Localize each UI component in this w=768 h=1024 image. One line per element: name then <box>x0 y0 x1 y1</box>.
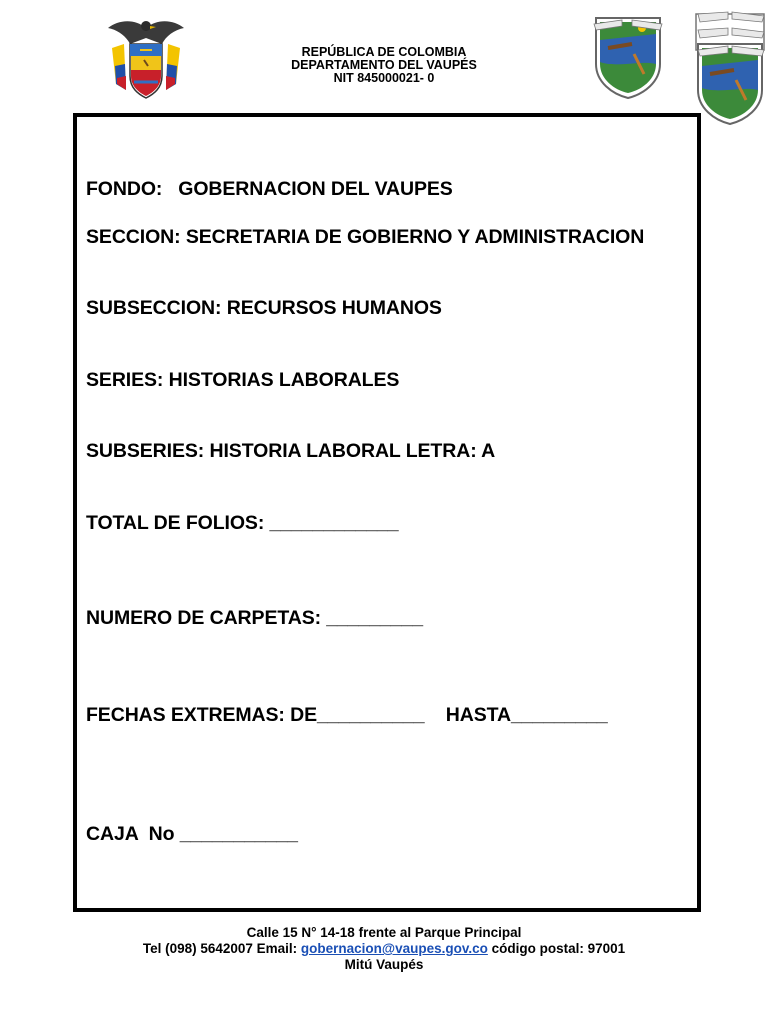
vaupes-shield-icon <box>592 14 664 100</box>
vaupes-shield-stacked-icon <box>692 10 768 126</box>
footer-postal-code: código postal: 97001 <box>487 941 626 956</box>
coat-of-arms-icon <box>104 14 188 102</box>
total-folios-field: TOTAL DE FOLIOS: ____________ <box>86 512 399 534</box>
fondo-field: FONDO: GOBERNACION DEL VAUPES <box>86 178 453 200</box>
seccion-field: SECCION: SECRETARIA DE GOBIERNO Y ADMINISTRACION <box>86 226 645 248</box>
footer-contact-line <box>84 941 684 957</box>
fechas-extremas-field: FECHAS EXTREMAS: DE__________ HASTA_________ <box>86 704 608 726</box>
institution-header <box>234 46 534 85</box>
footer-contact <box>84 925 684 973</box>
numero-carpetas-field: NUMERO DE CARPETAS: _________ <box>86 607 424 629</box>
footer-phone: Tel (098) 5642007 Email: <box>142 941 301 956</box>
subseries-field: SUBSERIES: HISTORIA LABORAL LETRA: A <box>86 440 496 462</box>
subseccion-field: SUBSECCION: RECURSOS HUMANOS <box>86 297 442 319</box>
series-field: SERIES: HISTORIAS LABORALES <box>86 369 400 391</box>
header-nit: NIT 845000021- 0 <box>333 71 435 85</box>
caja-field: CAJA No ___________ <box>86 823 298 845</box>
footer-city: Mitú Vaupés <box>344 957 424 972</box>
footer-address: Calle 15 N° 14-18 frente al Parque Principal <box>246 925 522 940</box>
email-link[interactable]: gobernacion@vaupes.gov.co <box>300 941 488 956</box>
header-department: DEPARTAMENTO DEL VAUPÉS <box>291 58 477 72</box>
header-country: REPÚBLICA DE COLOMBIA <box>301 45 467 59</box>
